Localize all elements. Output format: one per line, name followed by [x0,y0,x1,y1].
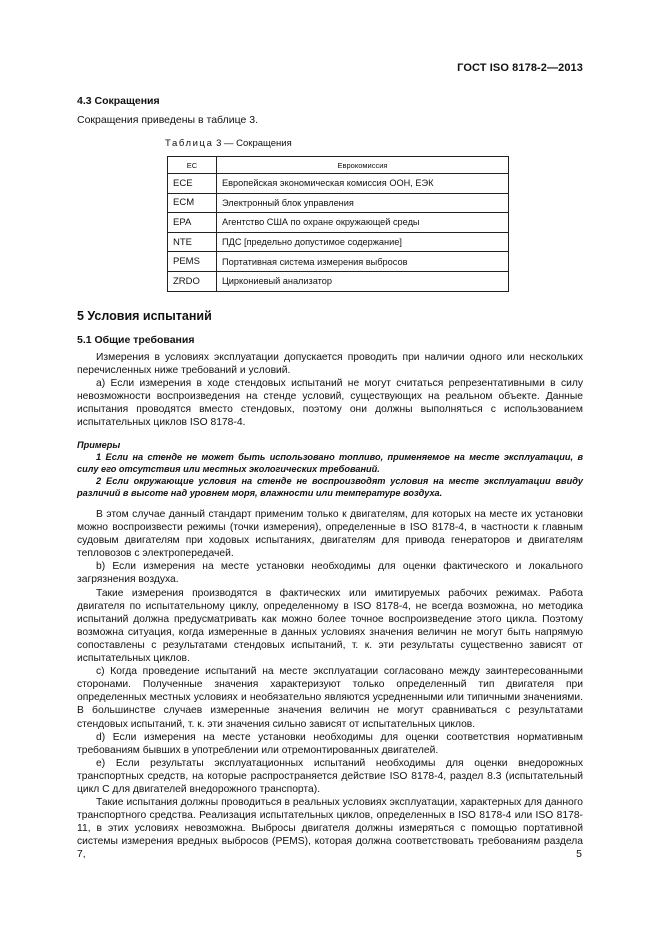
body-text-block-1 [77,351,583,430]
table-header-code: ЕС [168,157,217,174]
section-4-3-heading: 4.3 Сокращения [77,95,160,107]
paragraph-item-c: c) Когда проведение испытаний на месте эксплуатации согласовано между заинтересованными сторонами. Полученные значения характеризуют только определенный тип двигателя при определенных местных условиях и необязательно являются усредненными или типичными значениями. В большинстве случаев измеренные значения величин не могут сравниваться с результатами стендовых испытаний, т. к. эти значения сильно зависят от испытательных циклов. [77,666,583,730]
example-item: 2 Если окружающие условия на стенде не воспроизводят условия на месте эксплуатации ввиду различий в высоте над уровнем моря, влажности или температуре воздуха. [77,476,583,498]
table-cell-meaning: ПДС [предельно допустимое содержание] [217,232,509,252]
page-number: 5 [576,848,582,860]
table-cell-abbr: ECE [168,174,217,194]
paragraph-item-b: b) Если измерения на месте установки необходимы для оценки фактического и локального загрязнения воздуха. [77,561,583,586]
table-row [168,193,509,213]
table-cell-abbr: EPA [168,213,217,233]
table-cell-meaning: Европейская экономическая комиссия ООН, ЕЭК [217,174,509,194]
paragraph-item-e: e) Если результаты эксплуатационных испытаний необходимы для оценки внедорожных транспортных средств, на которые распространяется действие ISO 8178-4, раздел 8.3 (испытательный цикл C для двигателей внедорожного транспорта). [77,757,583,795]
table-cell-abbr: PEMS [168,252,217,272]
paragraph: Такие измерения производятся в фактических или имитируемых рабочих режимах. Работа двигателя по испытательному циклу, определенному в ISO 8178-4, не всегда возможна, но методика испытаний должна предусматривать как можно более точное воспроизведение этого цикла. Поэтому возможна ситуация, когда измеренные в данных условиях значения величин не могут быть напрямую сопоставлены с результатами стендовых испытаний, т. к. эти результаты существенно зависят от испытательных циклов. [77,587,583,665]
examples-title: Примеры [77,440,121,450]
table-header-row [168,157,509,174]
table-cell-abbr: NTE [168,232,217,252]
table-row [168,252,509,272]
paragraph: В этом случае данный стандарт применим только к двигателям, для которых на месте их установки можно воспроизвести режимы (точки измерения), определенные в ISO 8178-4, в частности к главным судовым двигателям при ходовых испытаниях, двигателям для привода генераторов и двигателям тепловозов с электропередачей. [77,509,583,560]
table-cell-abbr: ECM [168,193,217,213]
table-caption-text: 3 — Сокращения [213,138,292,149]
table-cell-meaning: Портативная система измерения выбросов [217,252,509,272]
table-row [168,213,509,233]
table-cell-meaning: Электронный блок управления [217,193,509,213]
table-cell-meaning: Циркониевый анализатор [217,271,509,291]
section-5-heading: 5 Условия испытаний [77,309,212,323]
paragraph: Измерения в условиях эксплуатации допускается проводить при наличии одного или нескольких перечисленных ниже требований и условий. [77,352,583,377]
table-row [168,271,509,291]
section-5-1-heading: 5.1 Общие требования [77,334,195,346]
paragraph: Такие испытания должны проводиться в реальных условиях эксплуатации, характерных для данного транспортного средства. Реализация испытательных циклов, определенных в ISO 8178-4 или ISO 8178-11, в этих условиях невозможна. Выбросы двигателя должны измеряться с помощью портативной системы измерения вредных выбросов (PEMS), которая должна соответствовать требованиям раздела 7, [77,797,583,861]
example-item: 1 Если на стенде не может быть использовано топливо, применяемое на месте эксплуатации, в силу его отсутствия или местных экологических требований. [77,452,583,474]
abbreviations-table [167,156,509,292]
table-cell-meaning: Агентство США по охране окружающей среды [217,213,509,233]
table-header-meaning: Еврокомиссия [217,157,509,174]
paragraph-item-d: d) Если измерения на месте установки необходимы для оценки соответствия нормативным требованиям бывших в употреблении или отремонтированных двигателей. [77,731,583,756]
table-caption-label: Таблица [165,138,214,149]
table-cell-abbr: ZRDO [168,271,217,291]
examples-block [77,439,583,499]
table-caption [165,138,292,149]
body-text-block-2 [77,508,583,862]
table-row [168,174,509,194]
section-4-3-intro: Сокращения приведены в таблице 3. [77,114,258,126]
paragraph-item-a: a) Если измерения в ходе стендовых испытаний не могут считаться репрезентативными в силу невозможности воспроизведения на стенде условий, существующих на реальном объекте. Данные испытания проводятся вместо стендовых, поэтому они должны выполняться с использованием испытательных циклов ISO 8178-4. [77,378,583,429]
standard-header: ГОСТ ISO 8178-2—2013 [457,62,583,74]
table-row [168,232,509,252]
